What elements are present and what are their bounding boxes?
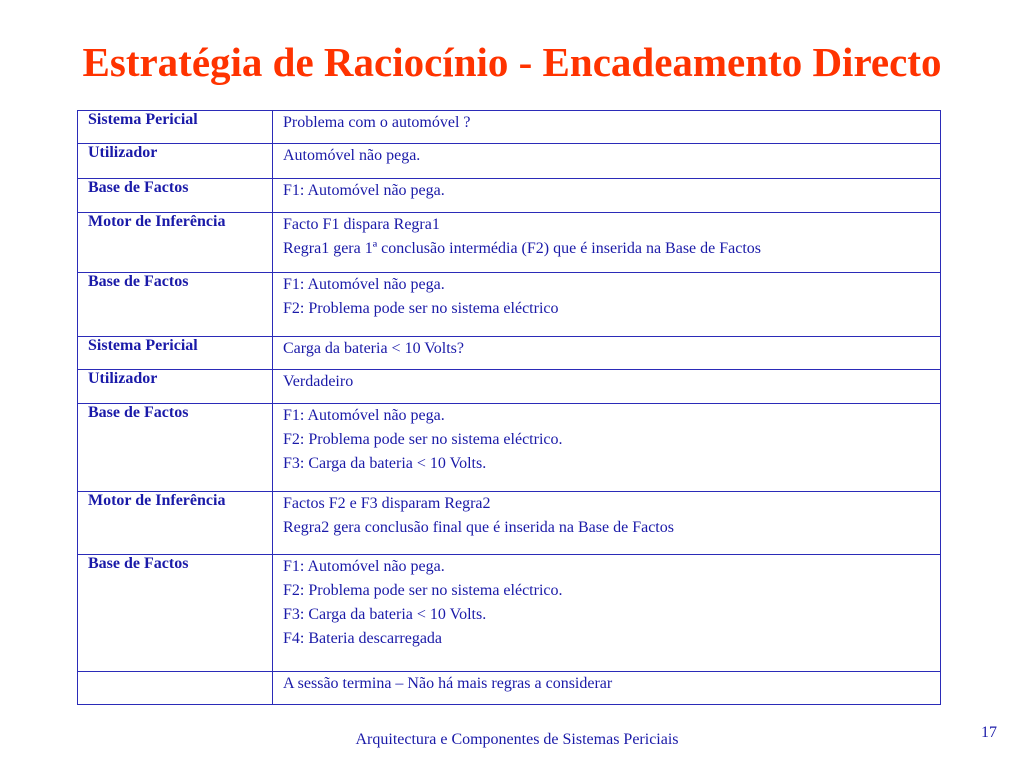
description-line: A sessão termina – Não há mais regras a considerar	[283, 675, 613, 692]
row-description	[273, 273, 941, 337]
description-line: F3: Carga da bateria < 10 Volts.	[283, 606, 487, 623]
table-row	[78, 555, 941, 672]
description-line: F1: Automóvel não pega.	[283, 182, 445, 199]
description-line: F2: Problema pode ser no sistema eléctrico.	[283, 582, 563, 599]
description-line: Problema com o automóvel ?	[283, 114, 471, 131]
row-description	[273, 492, 941, 555]
row-role: Motor de Inferência	[78, 213, 273, 273]
table-body	[78, 111, 941, 705]
row-description	[273, 213, 941, 273]
description-line: Automóvel não pega.	[283, 147, 421, 164]
table-row	[78, 492, 941, 555]
row-description	[273, 370, 941, 404]
description-line: Facto F1 dispara Regra1	[283, 216, 440, 233]
page-number: 17	[981, 724, 997, 741]
description-line: F1: Automóvel não pega.	[283, 276, 445, 293]
table-row	[78, 273, 941, 337]
description-line: Verdadeiro	[283, 373, 354, 390]
row-description	[273, 404, 941, 492]
row-description	[273, 555, 941, 672]
description-line: Factos F2 e F3 disparam Regra2	[283, 495, 491, 512]
description-line: F2: Problema pode ser no sistema eléctrico	[283, 300, 559, 317]
table-row	[78, 672, 941, 705]
description-line: Regra2 gera conclusão final que é inserida na Base de Factos	[283, 519, 674, 536]
table-row	[78, 370, 941, 404]
row-role: Base de Factos	[78, 555, 273, 672]
description-line: F1: Automóvel não pega.	[283, 407, 445, 424]
row-role: Base de Factos	[78, 179, 273, 213]
row-description	[273, 144, 941, 179]
row-description	[273, 111, 941, 144]
row-description	[273, 337, 941, 370]
description-line: F4: Bateria descarregada	[283, 630, 443, 647]
slide-title: Estratégia de Raciocínio - Encadeamento Directo	[82, 39, 942, 85]
row-role: Motor de Inferência	[78, 492, 273, 555]
row-description	[273, 179, 941, 213]
row-role	[78, 672, 273, 705]
description-line: F2: Problema pode ser no sistema eléctrico.	[283, 431, 563, 448]
row-role: Base de Factos	[78, 273, 273, 337]
table-row	[78, 213, 941, 273]
table-row	[78, 179, 941, 213]
row-role: Utilizador	[78, 144, 273, 179]
table-row	[78, 111, 941, 144]
description-line: Carga da bateria < 10 Volts?	[283, 340, 464, 357]
table-row	[78, 404, 941, 492]
row-role: Sistema Pericial	[78, 337, 273, 370]
table-row	[78, 337, 941, 370]
row-role: Sistema Pericial	[78, 111, 273, 144]
table-row	[78, 144, 941, 179]
slide-footer: Arquitectura e Componentes de Sistemas Periciais	[355, 731, 679, 748]
description-line: F3: Carga da bateria < 10 Volts.	[283, 455, 487, 472]
description-line: F1: Automóvel não pega.	[283, 558, 445, 575]
reasoning-steps-table	[77, 110, 941, 705]
row-description	[273, 672, 941, 705]
row-role: Utilizador	[78, 370, 273, 404]
description-line: Regra1 gera 1ª conclusão intermédia (F2) que é inserida na Base de Factos	[283, 240, 762, 257]
row-role: Base de Factos	[78, 404, 273, 492]
